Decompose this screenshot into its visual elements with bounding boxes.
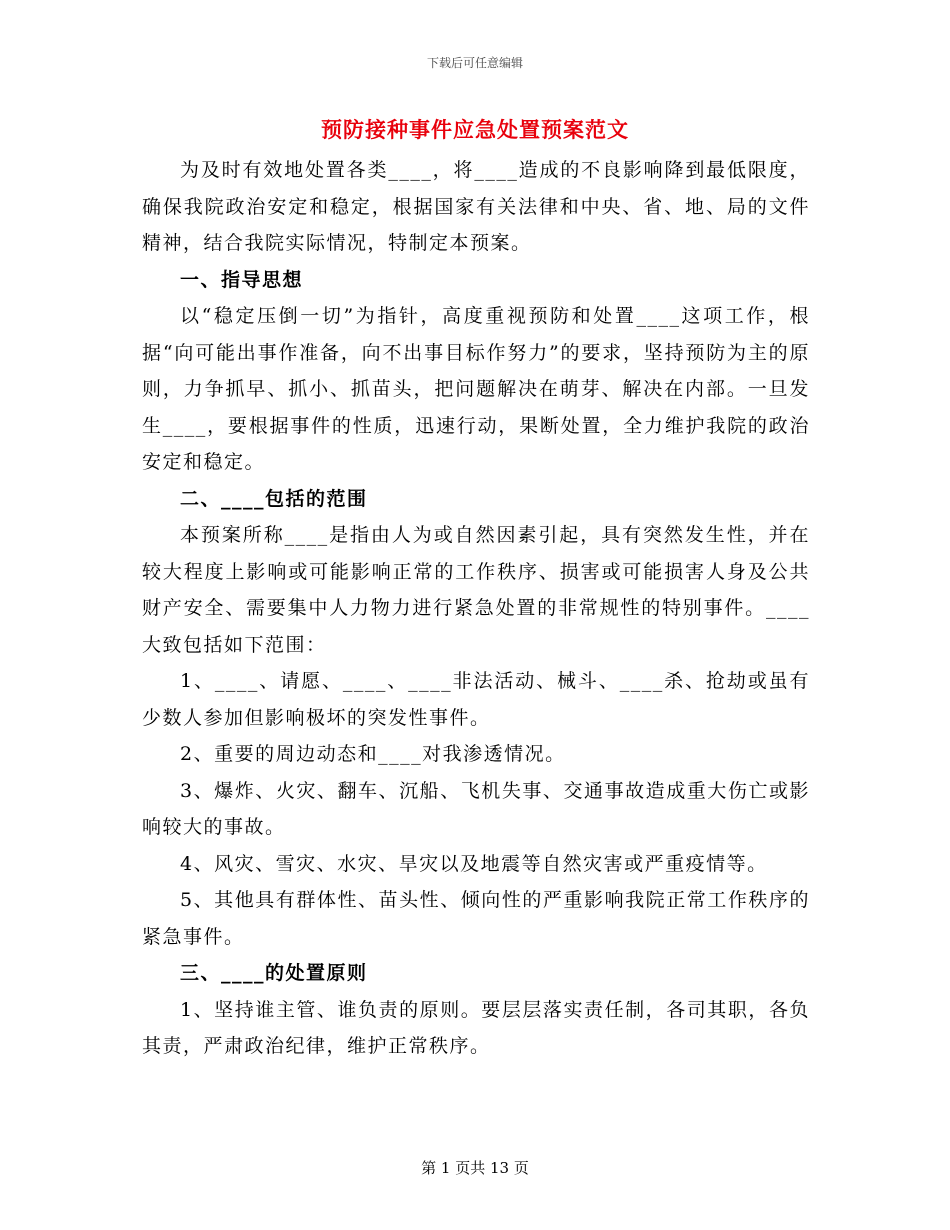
document-body <box>142 152 810 1065</box>
list-item-2: 2、重要的周边动态和____对我渗透情况。 <box>180 743 566 765</box>
list-item-3: 3、爆炸、火灾、翻车、沉船、飞机失事、交通事故造成重大伤亡或影响较大的事故。 <box>142 779 810 838</box>
page-footer: 第 1 页共 13 页 <box>421 1159 529 1177</box>
document-title: 预防接种事件应急处置预案范文 <box>321 117 629 142</box>
section-1-paragraph: 以“稳定压倒一切”为指针，高度重视预防和处置____这项工作，根据“向可能出事作准备，向不出事目标作努力”的要求，坚持预防为主的原则，力争抓早、抓小、抓苗头，把问题解决在萌芽、解决在内部。一旦发生____，要根据事件的性质，迅速行动，果断处置，全力维护我院的政治安定和稳定。 <box>142 305 810 473</box>
section-heading-1: 一、指导思想 <box>180 268 304 291</box>
list-item-5: 5、其他具有群体性、苗头性、倾向性的严重影响我院正常工作秩序的紧急事件。 <box>142 889 810 948</box>
intro-paragraph: 为及时有效地处置各类____，将____造成的不良影响降到最低限度，确保我院政治安定和稳定，根据国家有关法律和中央、省、地、局的文件精神，结合我院实际情况，特制定本预案。 <box>142 159 810 254</box>
section-2-paragraph: 本预案所称____是指由人为或自然因素引起，具有突然发生性，并在较大程度上影响或可能影响正常的工作秩序、损害或可能损害人身及公共财产安全、需要集中人力物力进行紧急处置的非常规性的特别事件。____大致包括如下范围： <box>142 524 810 656</box>
page-header: 下载后可任意编辑 <box>426 56 523 70</box>
section-heading-3: 三、____的处置原则 <box>180 962 368 984</box>
section-3-item-1: 1、坚持谁主管、谁负责的原则。要层层落实责任制，各司其职，各负其责，严肃政治纪律，维护正常秩序。 <box>142 998 810 1057</box>
list-item-1: 1、____、请愿、____、____非法活动、械斗、____杀、抢劫或虽有少数人参加但影响极坏的突发性事件。 <box>142 670 810 729</box>
list-item-4: 4、风灾、雪灾、水灾、旱灾以及地震等自然灾害或严重疫情等。 <box>180 852 768 875</box>
section-heading-2: 二、____包括的范围 <box>180 487 368 510</box>
